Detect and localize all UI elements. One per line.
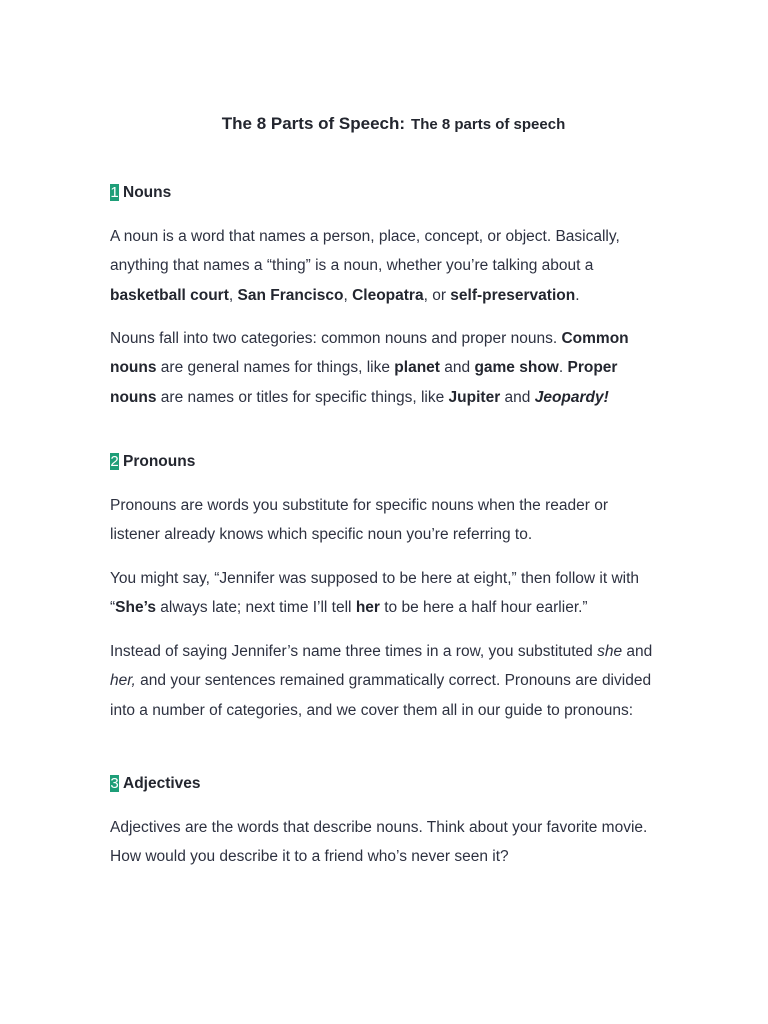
text: , — [343, 286, 353, 304]
text: You might say, “Jennifer was supposed to be here at eight,” then follow it with “ — [110, 570, 640, 617]
pronouns-paragraph-2 — [110, 564, 655, 623]
section-heading-label: Pronouns — [123, 453, 196, 470]
page-title — [110, 114, 677, 134]
text: Instead of saying Jennifer’s name three times in a row, you substituted — [110, 643, 598, 660]
bold-term: Common nouns — [110, 330, 629, 377]
italic-term: she — [597, 643, 623, 660]
text: . — [558, 359, 568, 377]
bold-term: Cleopatra — [352, 286, 424, 304]
text: and — [439, 359, 475, 377]
bold-term: her — [355, 599, 380, 617]
section-number-badge: 3 — [110, 775, 119, 792]
text: always late; next time I’ll tell — [155, 599, 356, 617]
title-main: The 8 Parts of Speech: — [221, 114, 406, 133]
text: . — [575, 286, 580, 304]
pronouns-paragraph-1: Pronouns are words you substitute for specific nouns when the reader or listener already knows which specific noun you’re referring to. — [110, 497, 608, 544]
text: , or — [423, 286, 451, 304]
bold-term: self-preservation — [450, 286, 576, 304]
section-heading-nouns — [110, 184, 171, 202]
section-heading-pronouns — [110, 453, 195, 471]
section-heading-label: Adjectives — [123, 775, 201, 792]
nouns-paragraph-2 — [110, 324, 655, 412]
text: , — [228, 286, 238, 304]
section-number-badge: 2 — [110, 453, 119, 470]
bold-term: Jupiter — [448, 388, 501, 406]
italic-term: her, — [110, 672, 136, 690]
section-number-badge: 1 — [110, 184, 119, 201]
title-subtitle: The 8 parts of speech — [411, 116, 566, 133]
bold-term: She’s — [115, 599, 156, 617]
bold-term: Proper nouns — [110, 359, 618, 406]
text: A noun is a word that names a person, place, concept, or object. Basically, anything that names a “thing” is a noun, whether you’re talking about a — [110, 228, 620, 275]
bold-term: planet — [394, 359, 440, 377]
bold-term: game show — [474, 359, 559, 377]
section-heading-adjectives — [110, 775, 201, 793]
text: and your sentences remained grammatically correct. Pronouns are divided into a number of categories, and we cover them all in our guide to pronouns: — [110, 672, 652, 719]
text: and — [622, 643, 653, 660]
bold-italic-term: Jeopardy! — [534, 388, 609, 406]
bold-term: San Francisco — [237, 286, 344, 304]
bold-term: basketball court — [110, 286, 229, 304]
section-heading-label: Nouns — [123, 184, 172, 201]
text: Nouns fall into two categories: common nouns and proper nouns. — [110, 330, 562, 347]
adjectives-paragraph-1: Adjectives are the words that describe nouns. Think about your favorite movie. How would you describe it to a friend who’s never seen it? — [110, 819, 648, 866]
text: and — [500, 388, 535, 406]
nouns-paragraph-1 — [110, 222, 655, 310]
pronouns-paragraph-3 — [110, 637, 655, 725]
text: to be here a half hour earlier.” — [379, 599, 588, 617]
text: are general names for things, like — [156, 359, 395, 377]
text: are names or titles for specific things, like — [156, 388, 449, 406]
